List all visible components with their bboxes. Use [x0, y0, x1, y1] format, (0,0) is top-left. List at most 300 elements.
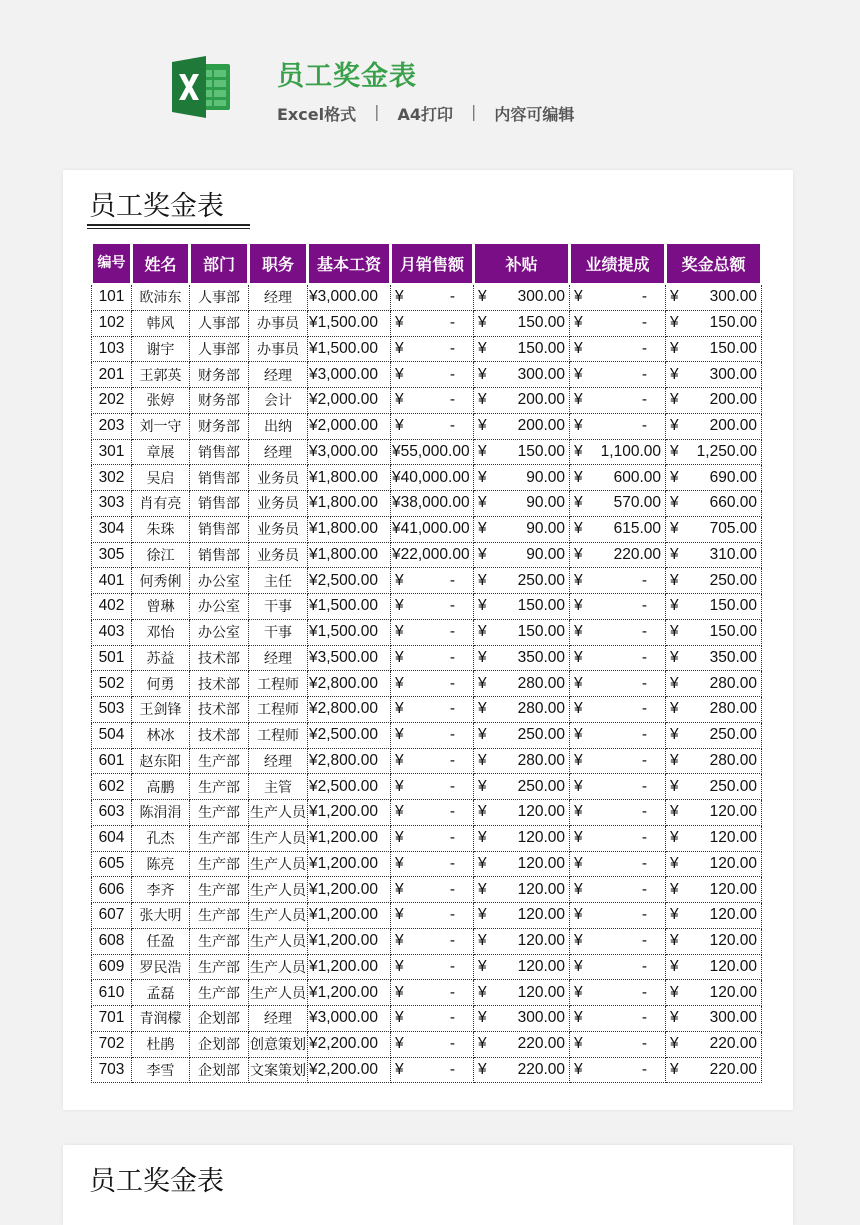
currency-symbol: ¥	[395, 751, 404, 769]
cell-total	[666, 1057, 762, 1083]
cell-base	[308, 413, 391, 439]
amount: 220.00	[517, 1035, 565, 1053]
amount: 40,000.00	[400, 468, 470, 486]
cell-name: 陈亮	[132, 851, 190, 877]
table-row	[92, 645, 762, 671]
cell-commission	[570, 903, 666, 929]
cell-name: 徐江	[132, 542, 190, 568]
cell-total	[666, 954, 762, 980]
currency-symbol: ¥	[309, 623, 318, 641]
cell-dept: 财务部	[190, 413, 249, 439]
cell-commission	[570, 825, 666, 851]
cell-dept: 生产部	[190, 928, 249, 954]
cell-base	[308, 619, 391, 645]
amount: 350.00	[517, 648, 565, 666]
cell-commission	[570, 851, 666, 877]
cell-id: 603	[92, 800, 132, 826]
currency-symbol: ¥	[395, 700, 404, 718]
cell-total	[666, 439, 762, 465]
currency-symbol: ¥	[309, 880, 318, 898]
cell-id: 701	[92, 1006, 132, 1032]
cell-base	[308, 954, 391, 980]
cell-base	[308, 491, 391, 517]
table-row	[92, 954, 762, 980]
cell-allowance	[474, 825, 570, 851]
currency-symbol: ¥	[574, 803, 583, 821]
cell-id: 608	[92, 928, 132, 954]
cell-sales	[391, 310, 474, 336]
cell-title: 主任	[249, 568, 308, 594]
amount: 90.00	[526, 494, 565, 512]
currency-symbol: ¥	[574, 1035, 583, 1053]
currency-symbol: ¥	[670, 957, 679, 975]
cell-total	[666, 928, 762, 954]
cell-id: 502	[92, 671, 132, 697]
cell-name: 张婷	[132, 388, 190, 414]
currency-symbol: ¥	[478, 648, 487, 666]
amount: 220.00	[709, 1060, 757, 1078]
amount: -	[641, 571, 647, 589]
currency-symbol: ¥	[309, 700, 318, 718]
cell-name: 杜鹃	[132, 1031, 190, 1057]
cell-commission	[570, 774, 666, 800]
currency-symbol: ¥	[574, 880, 583, 898]
cell-total	[666, 1006, 762, 1032]
amount: 120.00	[709, 983, 757, 1001]
cell-base	[308, 928, 391, 954]
currency-symbol: ¥	[309, 442, 318, 460]
amount: -	[449, 314, 455, 332]
currency-symbol: ¥	[309, 1035, 318, 1053]
cell-dept: 生产部	[190, 851, 249, 877]
amount: 1,200.00	[317, 932, 378, 950]
table-row	[92, 362, 762, 388]
table-row	[92, 542, 762, 568]
cell-base	[308, 388, 391, 414]
document-title: 员工奖金表	[277, 61, 417, 92]
currency-symbol: ¥	[309, 674, 318, 692]
amount: -	[641, 803, 647, 821]
amount: 660.00	[709, 494, 757, 512]
cell-sales	[391, 491, 474, 517]
currency-symbol: ¥	[478, 365, 487, 383]
cell-id: 101	[92, 284, 132, 310]
currency-symbol: ¥	[309, 520, 318, 538]
cell-total	[666, 774, 762, 800]
cell-sales	[391, 1006, 474, 1032]
amount: -	[641, 674, 647, 692]
currency-symbol: ¥	[478, 983, 487, 1001]
cell-allowance	[474, 748, 570, 774]
sheet-title: 员工奖金表	[89, 1166, 224, 1197]
cell-commission	[570, 542, 666, 568]
cell-id: 102	[92, 310, 132, 336]
cell-total	[666, 594, 762, 620]
amount: 90.00	[526, 468, 565, 486]
amount: 220.00	[709, 1035, 757, 1053]
cell-commission	[570, 1031, 666, 1057]
currency-symbol: ¥	[309, 906, 318, 924]
cell-allowance	[474, 1057, 570, 1083]
cell-dept: 生产部	[190, 748, 249, 774]
amount: 200.00	[517, 391, 565, 409]
amount: -	[449, 880, 455, 898]
cell-id: 202	[92, 388, 132, 414]
cell-id: 609	[92, 954, 132, 980]
table-row	[92, 388, 762, 414]
amount: 600.00	[613, 468, 661, 486]
amount: 350.00	[709, 648, 757, 666]
currency-symbol: ¥	[574, 339, 583, 357]
currency-symbol: ¥	[309, 983, 318, 1001]
table-row	[92, 491, 762, 517]
amount: -	[449, 597, 455, 615]
currency-symbol: ¥	[574, 983, 583, 1001]
cell-base	[308, 439, 391, 465]
cell-title: 经理	[249, 748, 308, 774]
currency-symbol: ¥	[309, 571, 318, 589]
table-row	[92, 310, 762, 336]
cell-base	[308, 362, 391, 388]
amount: 200.00	[709, 391, 757, 409]
cell-name: 何勇	[132, 671, 190, 697]
currency-symbol: ¥	[395, 597, 404, 615]
cell-name: 赵东阳	[132, 748, 190, 774]
cell-name: 苏益	[132, 645, 190, 671]
cell-id: 703	[92, 1057, 132, 1083]
cell-sales	[391, 619, 474, 645]
currency-symbol: ¥	[395, 365, 404, 383]
cell-base	[308, 1057, 391, 1083]
currency-symbol: ¥	[670, 571, 679, 589]
cell-sales	[391, 851, 474, 877]
amount: 41,000.00	[400, 520, 470, 538]
cell-base	[308, 310, 391, 336]
cell-commission	[570, 748, 666, 774]
currency-symbol: ¥	[574, 751, 583, 769]
currency-symbol: ¥	[478, 494, 487, 512]
amount: -	[449, 700, 455, 718]
amount: 1,800.00	[317, 520, 378, 538]
cell-id: 301	[92, 439, 132, 465]
amount: 2,800.00	[317, 674, 378, 692]
cell-total	[666, 645, 762, 671]
amount: 220.00	[613, 545, 661, 563]
amount: 150.00	[709, 623, 757, 641]
table-row	[92, 800, 762, 826]
currency-symbol: ¥	[478, 597, 487, 615]
currency-symbol: ¥	[309, 468, 318, 486]
cell-total	[666, 388, 762, 414]
cell-id: 604	[92, 825, 132, 851]
amount: 3,000.00	[317, 288, 378, 306]
amount: -	[449, 571, 455, 589]
cell-title: 经理	[249, 645, 308, 671]
amount: -	[641, 751, 647, 769]
amount: 250.00	[709, 777, 757, 795]
amount: 22,000.00	[400, 545, 470, 563]
currency-symbol: ¥	[478, 932, 487, 950]
amount: 120.00	[517, 957, 565, 975]
currency-symbol: ¥	[309, 494, 318, 512]
amount: -	[641, 983, 647, 1001]
amount: 1,800.00	[317, 545, 378, 563]
amount: -	[449, 623, 455, 641]
cell-commission	[570, 697, 666, 723]
cell-id: 103	[92, 336, 132, 362]
amount: -	[641, 648, 647, 666]
cell-commission	[570, 800, 666, 826]
currency-symbol: ¥	[309, 365, 318, 383]
currency-symbol: ¥	[670, 906, 679, 924]
amount: -	[641, 1009, 647, 1027]
currency-symbol: ¥	[574, 391, 583, 409]
currency-symbol: ¥	[670, 726, 679, 744]
amount: 120.00	[709, 829, 757, 847]
currency-symbol: ¥	[670, 983, 679, 1001]
cell-allowance	[474, 310, 570, 336]
cell-title: 出纳	[249, 413, 308, 439]
currency-symbol: ¥	[478, 829, 487, 847]
meta-separator: |	[471, 102, 477, 121]
table-row	[92, 594, 762, 620]
cell-total	[666, 413, 762, 439]
cell-id: 702	[92, 1031, 132, 1057]
cell-dept: 财务部	[190, 388, 249, 414]
currency-symbol: ¥	[395, 777, 404, 795]
currency-symbol: ¥	[478, 957, 487, 975]
table-row	[92, 516, 762, 542]
cell-allowance	[474, 1006, 570, 1032]
amount: 220.00	[517, 1060, 565, 1078]
cell-id: 303	[92, 491, 132, 517]
cell-total	[666, 722, 762, 748]
cell-dept: 销售部	[190, 516, 249, 542]
currency-symbol: ¥	[478, 854, 487, 872]
amount: 150.00	[709, 314, 757, 332]
amount: -	[641, 597, 647, 615]
currency-symbol: ¥	[670, 1009, 679, 1027]
currency-symbol: ¥	[574, 1060, 583, 1078]
cell-id: 203	[92, 413, 132, 439]
amount: 1,200.00	[317, 880, 378, 898]
cell-total	[666, 877, 762, 903]
amount: 120.00	[709, 957, 757, 975]
cell-allowance	[474, 542, 570, 568]
cell-dept: 销售部	[190, 542, 249, 568]
table-row	[92, 568, 762, 594]
table-row	[92, 722, 762, 748]
amount: 300.00	[517, 365, 565, 383]
amount: 1,800.00	[317, 494, 378, 512]
amount: 310.00	[709, 545, 757, 563]
cell-sales	[391, 980, 474, 1006]
currency-symbol: ¥	[309, 288, 318, 306]
cell-dept: 办公室	[190, 594, 249, 620]
amount: 120.00	[709, 906, 757, 924]
table-row	[92, 1006, 762, 1032]
currency-symbol: ¥	[670, 339, 679, 357]
currency-symbol: ¥	[574, 623, 583, 641]
bonus-table	[90, 244, 763, 1083]
cell-name: 青润檬	[132, 1006, 190, 1032]
amount: 120.00	[709, 880, 757, 898]
amount: 90.00	[526, 520, 565, 538]
amount: 250.00	[517, 777, 565, 795]
cell-total	[666, 310, 762, 336]
cell-name: 陈涓涓	[132, 800, 190, 826]
currency-symbol: ¥	[670, 597, 679, 615]
cell-base	[308, 542, 391, 568]
currency-symbol: ¥	[670, 674, 679, 692]
amount: -	[449, 417, 455, 435]
cell-sales	[391, 722, 474, 748]
cell-base	[308, 594, 391, 620]
excel-icon	[170, 56, 232, 118]
amount: 250.00	[517, 571, 565, 589]
table-row	[92, 903, 762, 929]
currency-symbol: ¥	[392, 468, 401, 486]
cell-title: 生产人员	[249, 903, 308, 929]
amount: -	[449, 983, 455, 1001]
amount: -	[641, 365, 647, 383]
amount: -	[641, 623, 647, 641]
cell-dept: 销售部	[190, 491, 249, 517]
cell-total	[666, 697, 762, 723]
cell-base	[308, 568, 391, 594]
amount: 1,800.00	[317, 468, 378, 486]
currency-symbol: ¥	[670, 777, 679, 795]
cell-commission	[570, 928, 666, 954]
cell-commission	[570, 516, 666, 542]
table-row	[92, 877, 762, 903]
cell-title: 生产人员	[249, 980, 308, 1006]
amount: -	[641, 1060, 647, 1078]
currency-symbol: ¥	[395, 803, 404, 821]
amount: 250.00	[709, 571, 757, 589]
amount: 120.00	[517, 983, 565, 1001]
amount: -	[449, 391, 455, 409]
cell-allowance	[474, 594, 570, 620]
amount: -	[641, 1035, 647, 1053]
cell-id: 503	[92, 697, 132, 723]
cell-allowance	[474, 362, 570, 388]
cell-commission	[570, 671, 666, 697]
cell-commission	[570, 645, 666, 671]
currency-symbol: ¥	[670, 854, 679, 872]
cell-dept: 生产部	[190, 877, 249, 903]
amount: 2,200.00	[317, 1060, 378, 1078]
amount: 200.00	[709, 417, 757, 435]
cell-allowance	[474, 336, 570, 362]
cell-id: 305	[92, 542, 132, 568]
currency-symbol: ¥	[309, 829, 318, 847]
amount: 38,000.00	[400, 494, 470, 512]
cell-dept: 企划部	[190, 1006, 249, 1032]
currency-symbol: ¥	[395, 571, 404, 589]
amount: 150.00	[517, 339, 565, 357]
amount: -	[641, 391, 647, 409]
cell-title: 经理	[249, 362, 308, 388]
cell-title: 业务员	[249, 542, 308, 568]
currency-symbol: ¥	[395, 854, 404, 872]
cell-base	[308, 284, 391, 310]
cell-sales	[391, 800, 474, 826]
table-row	[92, 1031, 762, 1057]
currency-symbol: ¥	[670, 520, 679, 538]
cell-sales	[391, 362, 474, 388]
cell-name: 张大明	[132, 903, 190, 929]
cell-allowance	[474, 1031, 570, 1057]
amount: 280.00	[709, 751, 757, 769]
currency-symbol: ¥	[478, 571, 487, 589]
amount: -	[449, 648, 455, 666]
amount: 280.00	[517, 674, 565, 692]
title-underline	[87, 224, 250, 226]
currency-symbol: ¥	[392, 545, 401, 563]
amount: 120.00	[517, 803, 565, 821]
cell-sales	[391, 388, 474, 414]
cell-commission	[570, 568, 666, 594]
cell-allowance	[474, 928, 570, 954]
currency-symbol: ¥	[478, 288, 487, 306]
amount: -	[449, 906, 455, 924]
cell-id: 607	[92, 903, 132, 929]
amount: 1,200.00	[317, 803, 378, 821]
cell-dept: 人事部	[190, 310, 249, 336]
amount: 200.00	[517, 417, 565, 435]
currency-symbol: ¥	[395, 880, 404, 898]
amount: 570.00	[613, 494, 661, 512]
cell-sales	[391, 697, 474, 723]
cell-commission	[570, 594, 666, 620]
amount: -	[449, 803, 455, 821]
cell-name: 欧沛东	[132, 284, 190, 310]
amount: 2,800.00	[317, 751, 378, 769]
amount: 250.00	[517, 726, 565, 744]
table-row	[92, 697, 762, 723]
cell-allowance	[474, 903, 570, 929]
amount: -	[449, 1035, 455, 1053]
table-header-row	[92, 244, 762, 284]
currency-symbol: ¥	[574, 854, 583, 872]
cell-title: 会计	[249, 388, 308, 414]
cell-total	[666, 748, 762, 774]
cell-id: 302	[92, 465, 132, 491]
amount: -	[449, 1060, 455, 1078]
currency-symbol: ¥	[395, 1035, 404, 1053]
currency-symbol: ¥	[392, 442, 401, 460]
currency-symbol: ¥	[478, 391, 487, 409]
cell-title: 干事	[249, 594, 308, 620]
cell-id: 504	[92, 722, 132, 748]
currency-symbol: ¥	[670, 365, 679, 383]
currency-symbol: ¥	[309, 339, 318, 357]
cell-base	[308, 980, 391, 1006]
cell-sales	[391, 903, 474, 929]
cell-commission	[570, 619, 666, 645]
col-header-title: 职务	[249, 244, 308, 284]
amount: -	[449, 932, 455, 950]
cell-allowance	[474, 388, 570, 414]
amount: 120.00	[709, 932, 757, 950]
cell-title: 生产人员	[249, 928, 308, 954]
cell-id: 501	[92, 645, 132, 671]
amount: 150.00	[517, 597, 565, 615]
currency-symbol: ¥	[670, 829, 679, 847]
cell-commission	[570, 722, 666, 748]
cell-sales	[391, 954, 474, 980]
